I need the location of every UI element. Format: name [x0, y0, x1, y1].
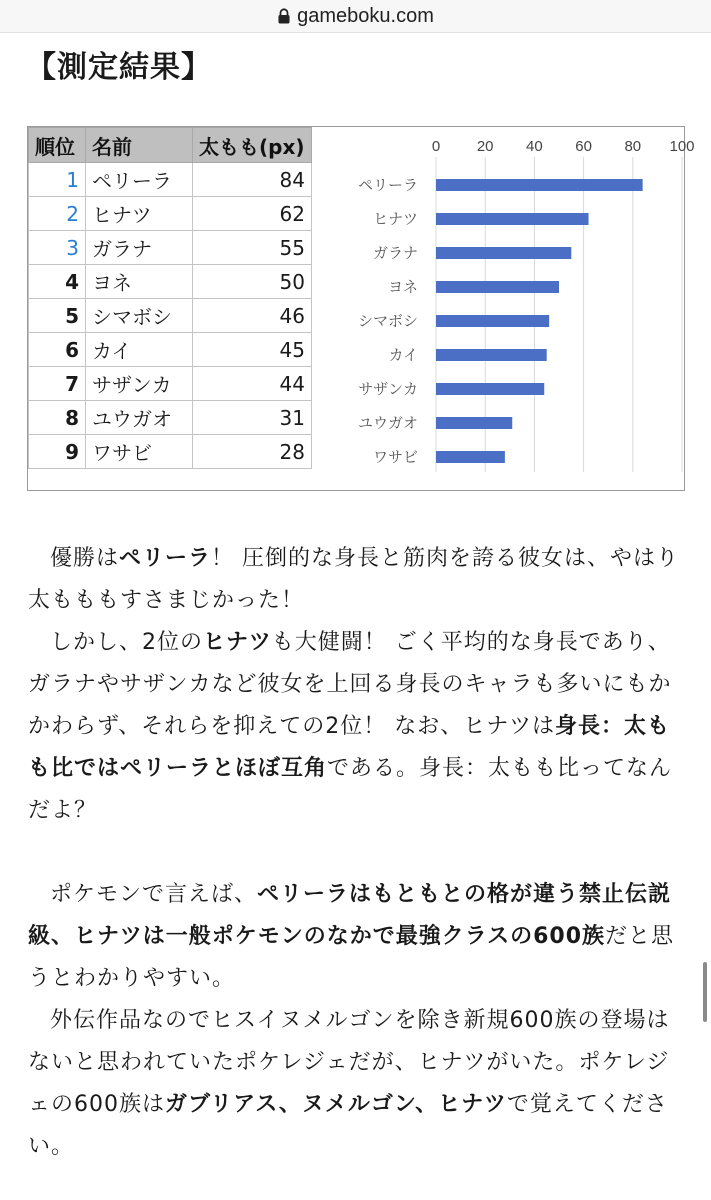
header-name: 名前 — [86, 128, 193, 163]
value-cell: 62 — [193, 197, 312, 231]
category-label: シマボシ — [357, 312, 418, 330]
table-row — [29, 197, 312, 231]
browser-address-bar[interactable] — [0, 0, 711, 33]
lock-icon — [277, 8, 291, 24]
category-label: ワサビ — [372, 448, 418, 466]
bold-text: ペリーラはもともとの格が違う禁止伝説級、ヒナツは一般ポケモンのなかで最強クラスの600族 — [28, 882, 672, 949]
table-row — [29, 265, 312, 299]
paragraph-text: しかし、2位の — [50, 630, 203, 655]
article-paragraph — [28, 874, 682, 1000]
category-label: サザンカ — [358, 380, 418, 398]
table-row — [29, 401, 312, 435]
table-row — [29, 299, 312, 333]
value-cell: 28 — [193, 435, 312, 469]
rank-cell: 4 — [29, 265, 86, 299]
bold-text: ヒナツ — [203, 630, 272, 655]
table-row — [29, 367, 312, 401]
x-tick-label: 20 — [476, 138, 494, 155]
x-tick-label: 60 — [575, 138, 592, 155]
table-row — [29, 435, 312, 469]
rank-cell: 7 — [29, 367, 86, 401]
paragraph-text: 優勝は — [50, 546, 120, 571]
paragraph-text: ！ 圧倒的な身長と筋肉を誇る彼女は、やはり太もももすさまじかった！ — [28, 546, 680, 613]
bold-text: 身長：太もも比ではペリーラとほぼ互角 — [28, 714, 671, 781]
category-label: ヒナツ — [373, 210, 418, 228]
article-body — [28, 538, 682, 1168]
category-label: カイ — [388, 346, 418, 364]
value-cell: 55 — [193, 231, 312, 265]
bar — [436, 349, 547, 361]
rank-cell: 2 — [29, 197, 86, 231]
x-tick-label: 100 — [669, 138, 695, 155]
value-cell: 45 — [193, 333, 312, 367]
name-cell: ワサビ — [86, 435, 193, 469]
category-label: ペリーラ — [357, 176, 418, 194]
bar — [436, 417, 512, 429]
article-paragraph — [28, 1000, 682, 1168]
bar — [436, 179, 643, 191]
name-cell: ガラナ — [86, 231, 193, 265]
bar — [436, 281, 559, 293]
name-cell: ペリーラ — [86, 163, 193, 197]
paragraph-text: ポケモンで言えば、 — [50, 882, 258, 907]
bar — [436, 451, 505, 463]
x-tick-label: 0 — [431, 138, 441, 155]
results-figure — [27, 126, 695, 491]
paragraph-text: だと思うとわかりやすい。 — [28, 924, 675, 991]
bar — [436, 213, 589, 225]
article-paragraph — [28, 538, 682, 622]
value-cell: 84 — [193, 163, 312, 197]
category-label: ヨネ — [387, 278, 418, 296]
section-heading: 【測定結果】 — [26, 50, 212, 85]
table-body — [29, 163, 312, 469]
x-tick-label: 40 — [526, 138, 543, 155]
rank-cell: 5 — [29, 299, 86, 333]
bar — [436, 383, 544, 395]
rank-cell: 3 — [29, 231, 86, 265]
value-cell: 44 — [193, 367, 312, 401]
table-row — [29, 231, 312, 265]
url-text: gameboku.com — [297, 4, 434, 27]
category-label: ガラナ — [372, 244, 418, 262]
name-cell: ユウガオ — [86, 401, 193, 435]
paragraph-text: 外伝作品なのでヒスイヌメルゴンを除き新規600族の登場はないと思われていたポケレジェだが、ヒナツがいた。ポケレジェの600族は — [28, 1008, 670, 1117]
header-rank: 順位 — [29, 128, 86, 163]
value-cell: 31 — [193, 401, 312, 435]
name-cell: カイ — [86, 333, 193, 367]
table-header-row — [29, 128, 312, 163]
name-cell: サザンカ — [86, 367, 193, 401]
results-table — [28, 127, 312, 469]
paragraph-text: である。身長：太もも比ってなんだよ？ — [28, 756, 673, 823]
category-label: ユウガオ — [357, 414, 418, 432]
bold-text: ペリーラ — [119, 546, 212, 571]
bar — [436, 247, 571, 259]
table-row — [29, 163, 312, 197]
header-value: 太もも(px) — [193, 128, 312, 163]
rank-cell: 1 — [29, 163, 86, 197]
name-cell: ヒナツ — [86, 197, 193, 231]
scrollbar[interactable] — [703, 962, 707, 1022]
name-cell: ヨネ — [86, 265, 193, 299]
url-display[interactable] — [277, 5, 434, 28]
name-cell: シマボシ — [86, 299, 193, 333]
bar — [436, 315, 549, 327]
table-row — [29, 333, 312, 367]
x-tick-label: 80 — [624, 138, 642, 155]
bar-chart — [308, 127, 695, 490]
value-cell: 50 — [193, 265, 312, 299]
article-paragraph — [28, 622, 682, 832]
bold-text: ガブリアス、ヌメルゴン、ヒナツ — [165, 1092, 507, 1117]
paragraph-text: で覚えてください。 — [28, 1092, 668, 1159]
paragraph-text: も大健闘！ ごく平均的な身長であり、ガラナやサザンカなど彼女を上回る身長のキャラも多いにもかかわらず、それらを抑えての2位！ なお、ヒナツは — [28, 630, 672, 739]
rank-cell: 9 — [29, 435, 86, 469]
rank-cell: 8 — [29, 401, 86, 435]
rank-cell: 6 — [29, 333, 86, 367]
value-cell: 46 — [193, 299, 312, 333]
